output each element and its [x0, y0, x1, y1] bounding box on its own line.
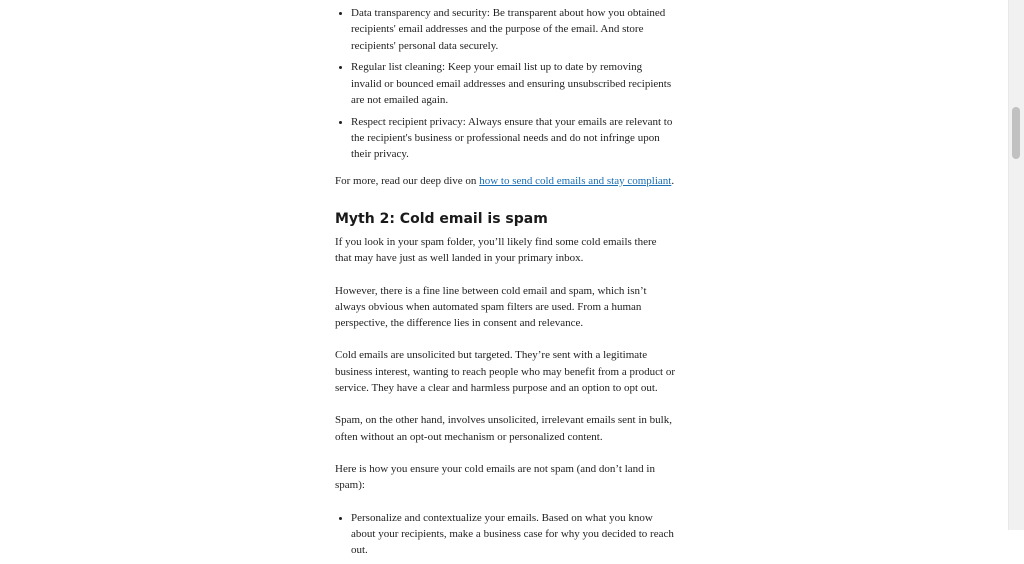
paragraph: Cold emails are unsolicited but targeted. They’re sent with a legitimate business interest, wanting to reach people who may benefit from a product or service. They have a clear and harmless purpose and an option to opt out.: [335, 349, 675, 395]
paragraph: However, there is a fine line between cold email and spam, which isn’t always obvious when automated spam filters are used. From a human perspective, the difference lies in consent and relevance.: [335, 284, 647, 330]
more-reading-suffix: .: [671, 174, 675, 187]
paragraph: If you look in your spam folder, you’ll likely find some cold emails there that may have just as well landed in your primary inbox.: [335, 235, 657, 265]
compliance-guide-link[interactable]: how to send cold emails and stay compliant: [479, 174, 672, 187]
more-reading-paragraph: [335, 173, 675, 189]
paragraph: Spam, on the other hand, involves unsolicited, irrelevant emails sent in bulk, often without an opt-out mechanism or personalized content.: [335, 414, 672, 443]
article-body: [335, 5, 675, 564]
paragraph: Here is how you ensure your cold emails are not spam (and don’t land in spam):: [335, 462, 655, 492]
more-reading-prefix: For more, read our deep dive on: [335, 174, 480, 187]
compliance-tips-list: [335, 5, 675, 163]
list-item: • Data transparency and security: Be transparent about how you obtained recipients' email addresses and the purpose of the email. And store recipients' personal data securely.: [351, 5, 675, 54]
anti-spam-tips-list: [335, 510, 675, 559]
section-heading: Myth 2: Cold email is spam: [335, 210, 548, 227]
scrollbar-thumb[interactable]: [1012, 107, 1020, 159]
list-item: • Respect recipient privacy: Always ensure that your emails are relevant to the recipient's business or professional needs and do not infringe upon their privacy.: [351, 114, 675, 163]
list-item: • Personalize and contextualize your emails. Based on what you know about your recipients, make a business case for why you decided to reach out.: [351, 510, 675, 559]
list-item: • Regular list cleaning: Keep your email list up to date by removing invalid or bounced email addresses and ensuring unsubscribed recipients are not emailed again.: [351, 59, 675, 108]
vertical-scrollbar[interactable]: [1008, 0, 1024, 530]
